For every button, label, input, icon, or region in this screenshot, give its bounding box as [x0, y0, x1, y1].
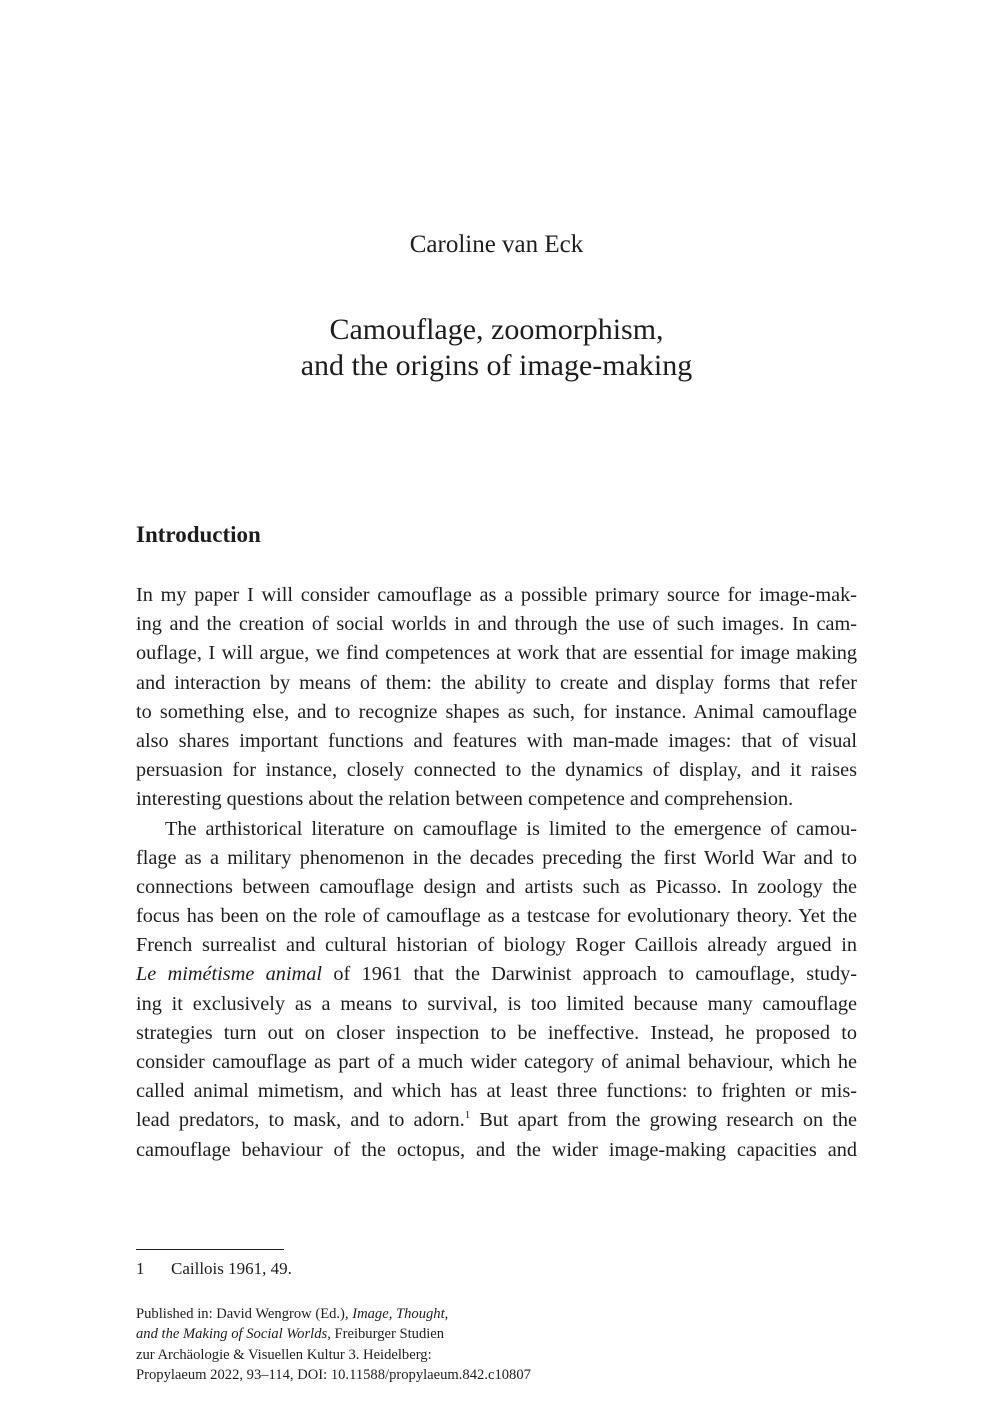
- paragraph-line: strategies turn out on closer inspection to be ineffective. Instead, he proposed to: [136, 1021, 857, 1044]
- section-heading: Introduction: [136, 522, 261, 547]
- footnote-divider: [136, 1249, 284, 1250]
- footnote-reference[interactable]: 1: [464, 1109, 471, 1122]
- book-title: Le mimétisme animal: [136, 963, 323, 986]
- paragraph-line: ing and the creation of social worlds in and through the use of such images. In cam-: [136, 613, 857, 636]
- paragraph-line: to something else, and to recognize shapes as such, for instance. Animal camouflage: [136, 700, 857, 723]
- pubinfo-text: Published in: David Wengrow (Ed.),: [136, 1306, 353, 1322]
- paragraph-line: [136, 960, 857, 989]
- paragraph-line: connections between camouflage design and artists such as Picasso. In zoology the: [136, 875, 857, 898]
- pubinfo-line: [136, 1304, 636, 1324]
- paragraph-line: [136, 1106, 857, 1135]
- footnote: [136, 1257, 292, 1281]
- pubinfo-doi-line[interactable]: Propylaeum 2022, 93–114, DOI: 10.11588/propylaeum.842.c10807: [136, 1367, 531, 1384]
- footnote-number: 1: [136, 1259, 145, 1278]
- pubinfo-line: zur Archäologie & Visuellen Kultur 3. Heidelberg:: [136, 1346, 432, 1363]
- pubinfo-text: , Freiburger Studien: [327, 1326, 445, 1343]
- paragraph-line: interesting questions about the relation between competence and comprehension.: [136, 788, 794, 811]
- pubinfo-line: [136, 1324, 636, 1344]
- paragraph-line: camouflage behaviour of the octopus, and the wider image-making capacities and: [136, 1138, 857, 1161]
- paragraph-line: French surrealist and cultural historian of biology Roger Caillois already argued in: [136, 934, 857, 957]
- paragraph-line: also shares important functions and features with man-made images: that of visual: [136, 729, 857, 752]
- article-title: [0, 312, 993, 384]
- paragraph-line: called animal mimetism, and which has at least three functions: to frighten or mis-: [136, 1080, 857, 1103]
- paragraph-line: focus has been on the role of camouflage as a testcase for evolutionary theory. Yet the: [136, 905, 857, 928]
- paragraph-line: In my paper I will consider camouflage as a possible primary source for image-mak-: [136, 584, 857, 606]
- paragraph-line: consider camouflage as part of a much wider category of animal behaviour, which he: [136, 1051, 857, 1073]
- body-text: [136, 581, 857, 1165]
- publication-info: [136, 1304, 636, 1386]
- title-line: Camouflage, zoomorphism,: [329, 313, 664, 346]
- line-text: But apart from the growing research on the: [470, 1109, 857, 1132]
- paragraph-line: ouflage, I will argue, we find competences at work that are essential for image making: [136, 642, 857, 665]
- volume-title: Image, Thought,: [352, 1306, 449, 1322]
- paragraph-line: flage as a military phenomenon in the decades preceding the first World War and to: [136, 846, 857, 869]
- paragraph-line: The arthistorical literature on camouflage is limited to the emergence of camou-: [165, 817, 857, 840]
- footnote-text: Caillois 1961, 49.: [171, 1259, 292, 1278]
- paragraph-line: and interaction by means of them: the ability to create and display forms that refer: [136, 671, 857, 694]
- paragraph-line: persuasion for instance, closely connected to the dynamics of display, and it raises: [136, 759, 857, 782]
- paragraph-line: ing it exclusively as a means to survival, is too limited because many camouflage: [136, 992, 857, 1015]
- line-text: lead predators, to mask, and to adorn.: [136, 1109, 465, 1132]
- volume-title: and the Making of Social Worlds: [136, 1326, 328, 1343]
- author-name: Caroline van Eck: [409, 231, 584, 258]
- title-line: and the origins of image-making: [300, 349, 693, 382]
- line-text: of 1961 that the Darwinist approach to camouflage, study-: [322, 963, 858, 986]
